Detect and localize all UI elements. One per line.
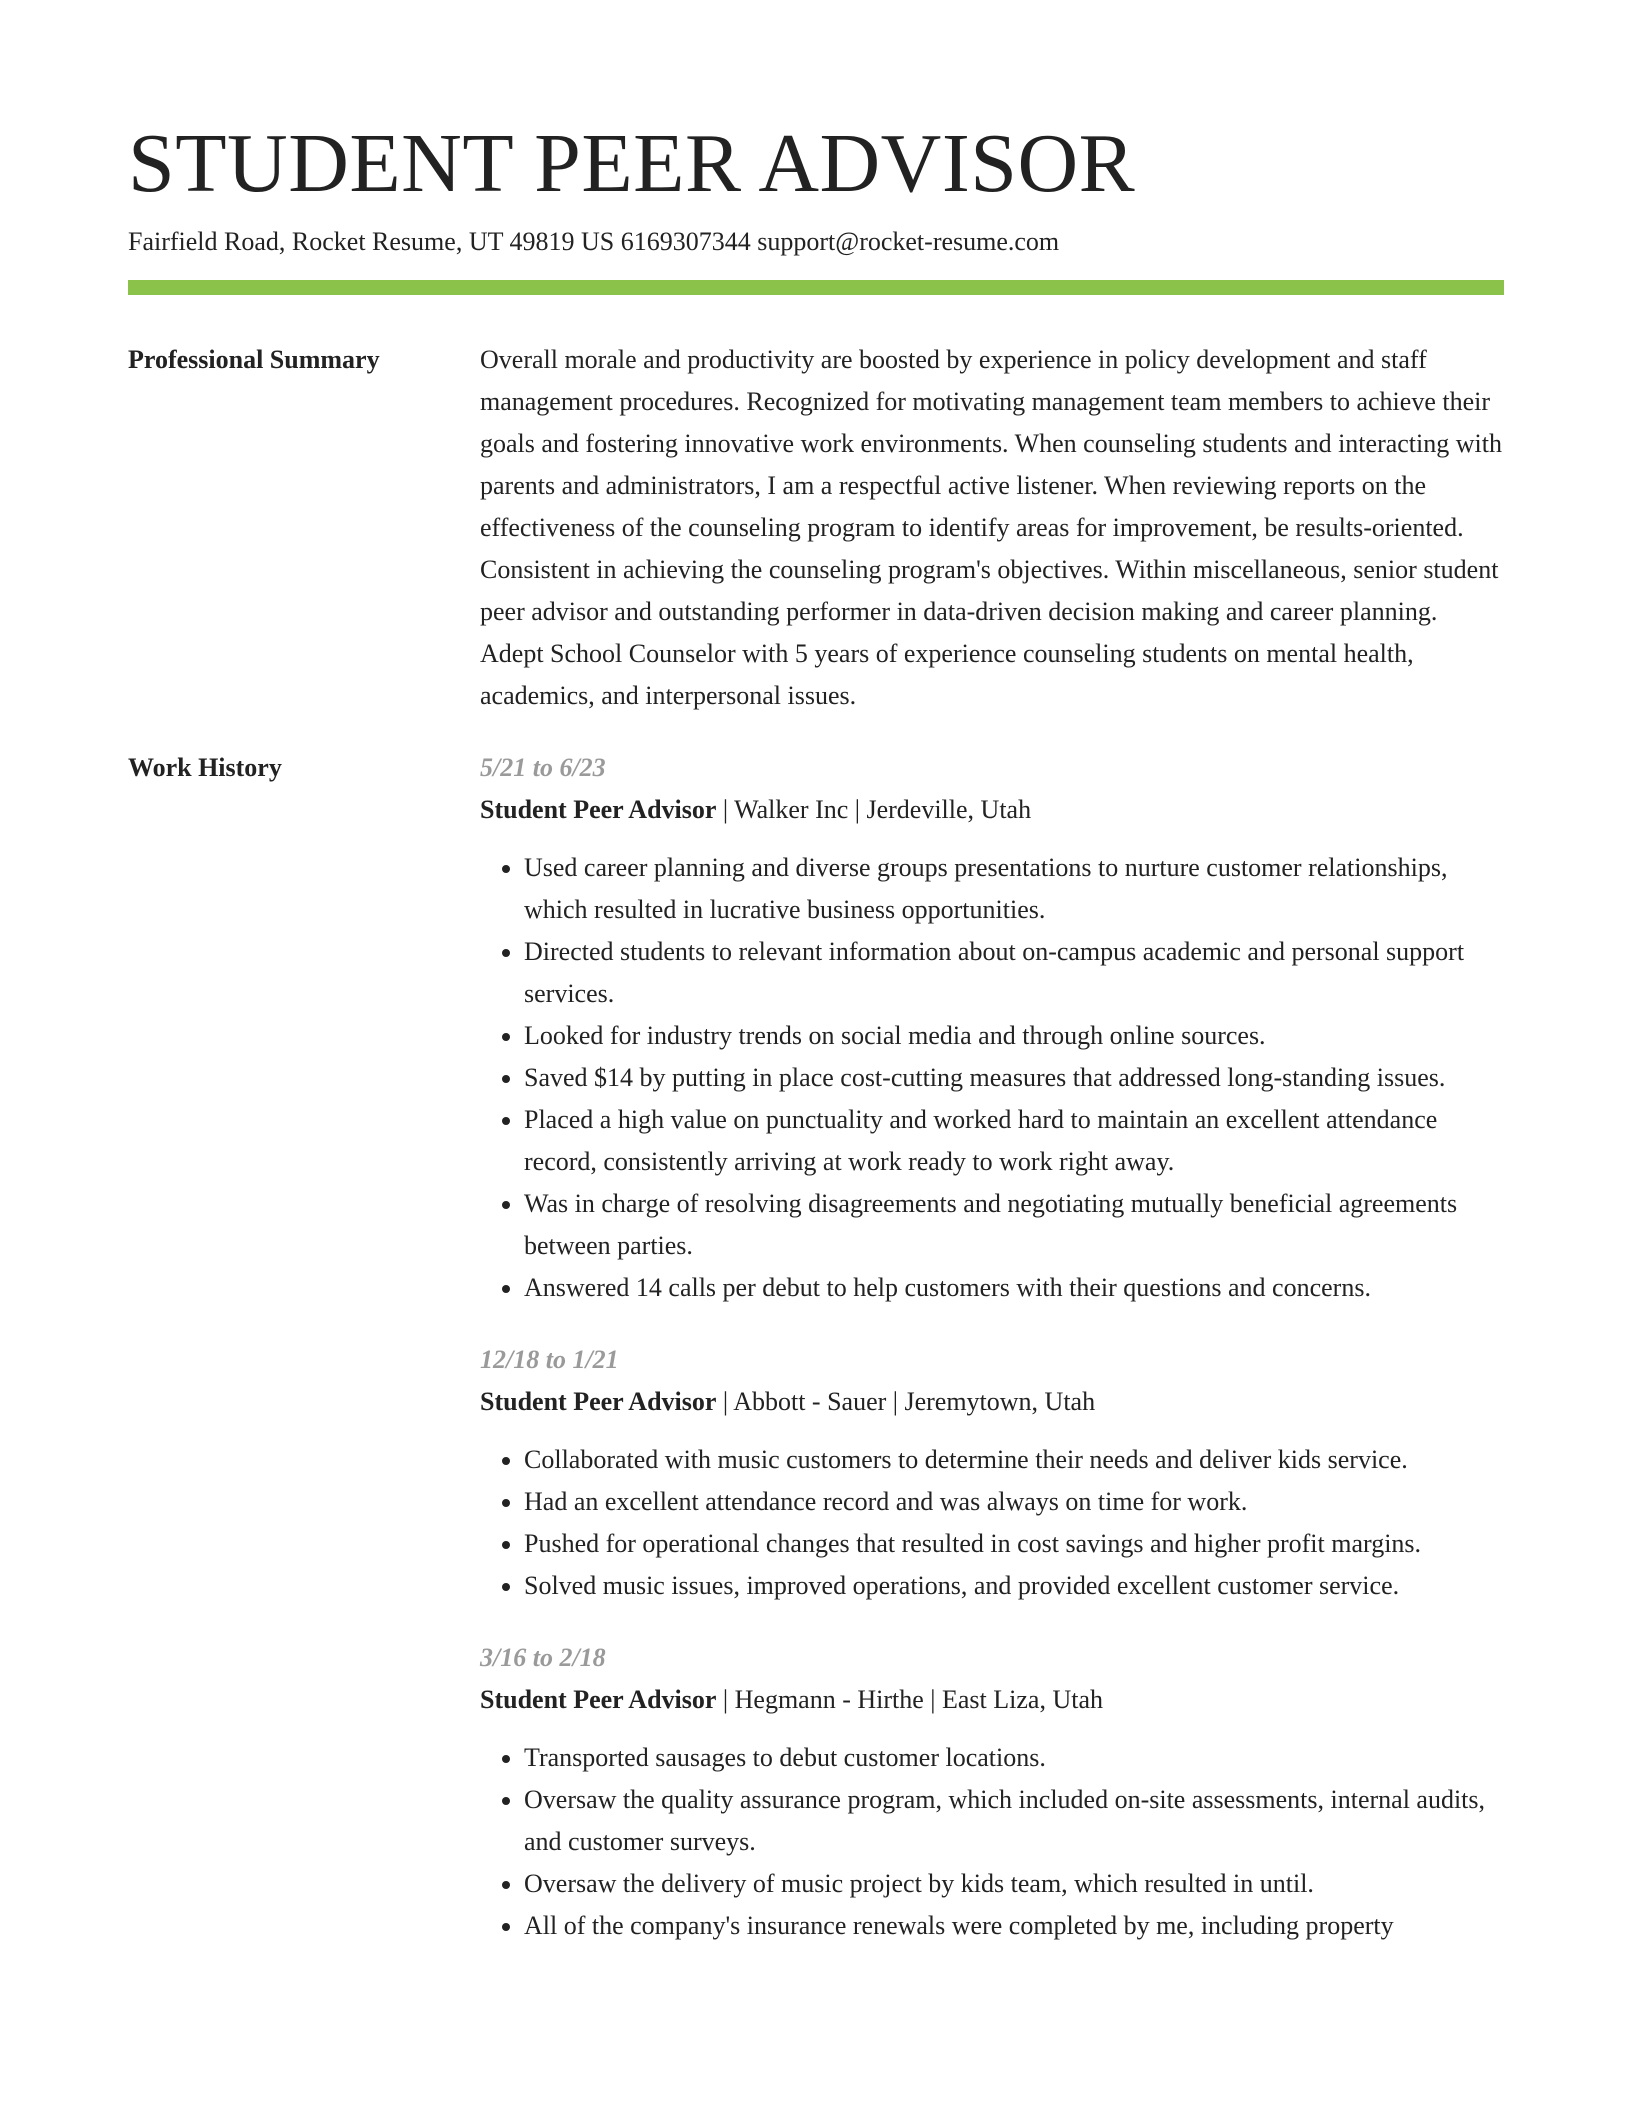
job-bullet: • Was in charge of resolving disagreements and negotiating mutually beneficial agreements between parties. <box>524 1183 1504 1267</box>
job-details: | Walker Inc | Jerdeville, Utah <box>716 794 1032 824</box>
candidate-name: STUDENT PEER ADVISOR <box>128 117 1136 210</box>
job-dates: 3/16 to 2/18 <box>480 1642 606 1672</box>
job-bullet: • Oversaw the delivery of music project by kids team, which resulted in until. <box>524 1863 1504 1905</box>
job-bullet: • Collaborated with music customers to determine their needs and deliver kids service. <box>524 1439 1504 1481</box>
job-bullet: • Solved music issues, improved operations, and provided excellent customer service. <box>524 1565 1504 1607</box>
job-dates: 5/21 to 6/23 <box>480 752 606 782</box>
job-dates: 12/18 to 1/21 <box>480 1344 619 1374</box>
job-title: Student Peer Advisor <box>480 1386 717 1416</box>
contact-address: Fairfield Road, Rocket Resume, UT 49819 US <box>128 227 615 257</box>
job-bullets <box>480 1439 1504 1607</box>
job-bullet: • Saved $14 by putting in place cost-cutting measures that addressed long-standing issues. <box>524 1057 1504 1099</box>
job-title: Student Peer Advisor <box>480 1684 717 1714</box>
job-entry <box>480 1339 1504 1607</box>
job-entry <box>480 747 1504 1309</box>
resume-page <box>128 0 1504 1947</box>
job-heading <box>480 789 1504 831</box>
contact-line <box>128 226 1504 257</box>
job-entry <box>480 1637 1504 1947</box>
job-heading <box>480 1381 1504 1423</box>
contact-email[interactable]: support@rocket-resume.com <box>757 227 1060 257</box>
job-bullet: • Pushed for operational changes that resulted in cost savings and higher profit margins. <box>524 1523 1504 1565</box>
job-bullet: • Looked for industry trends on social media and through online sources. <box>524 1015 1504 1057</box>
job-details: | Hegmann - Hirthe | East Liza, Utah <box>716 1684 1103 1714</box>
work-history-body <box>480 747 1504 1947</box>
header-divider <box>128 280 1504 295</box>
job-bullet: • Answered 14 calls per debut to help customers with their questions and concerns. <box>524 1267 1504 1309</box>
job-heading <box>480 1679 1504 1721</box>
job-bullet: • Directed students to relevant information about on-campus academic and personal support services. <box>524 931 1504 1015</box>
job-bullet: • Used career planning and diverse groups presentations to nurture customer relationships, which resulted in lucrative business opportunities. <box>524 847 1504 931</box>
professional-summary-section <box>128 339 1504 717</box>
section-heading: Work History <box>128 752 282 782</box>
job-bullet: • Oversaw the quality assurance program, which included on-site assessments, internal audits, and customer surveys. <box>524 1779 1504 1863</box>
job-bullet: • Transported sausages to debut customer locations. <box>524 1737 1504 1779</box>
job-bullets <box>480 1737 1504 1947</box>
contact-phone: 6169307344 <box>620 227 751 257</box>
job-title: Student Peer Advisor <box>480 794 717 824</box>
job-bullet: • Placed a high value on punctuality and worked hard to maintain an excellent attendance record, consistently arriving at work ready to work right away. <box>524 1099 1504 1183</box>
summary-text: Overall morale and productivity are boosted by experience in policy development and staff management procedures. Recognized for motivating management team members to achieve their goals and fostering innovative work environments. When counseling students and interacting with parents and administrators, I am a respectful active listener. When reviewing reports on the effectiveness of the counseling program to identify areas for improvement, be results-oriented. Consistent in achieving the counseling program's objectives. Within miscellaneous, senior student peer advisor and outstanding performer in data-driven decision making and career planning. Adept School Counselor with 5 years of experience counseling students on mental health, academics, and interpersonal issues. <box>480 344 1502 710</box>
job-bullet: • All of the company's insurance renewals were completed by me, including property <box>524 1905 1504 1947</box>
job-details: | Abbott - Sauer | Jeremytown, Utah <box>716 1386 1096 1416</box>
job-bullet: • Had an excellent attendance record and was always on time for work. <box>524 1481 1504 1523</box>
summary-body <box>480 339 1504 717</box>
job-bullets <box>480 847 1504 1309</box>
section-heading: Professional Summary <box>128 344 380 374</box>
work-history-section <box>128 747 1504 1947</box>
